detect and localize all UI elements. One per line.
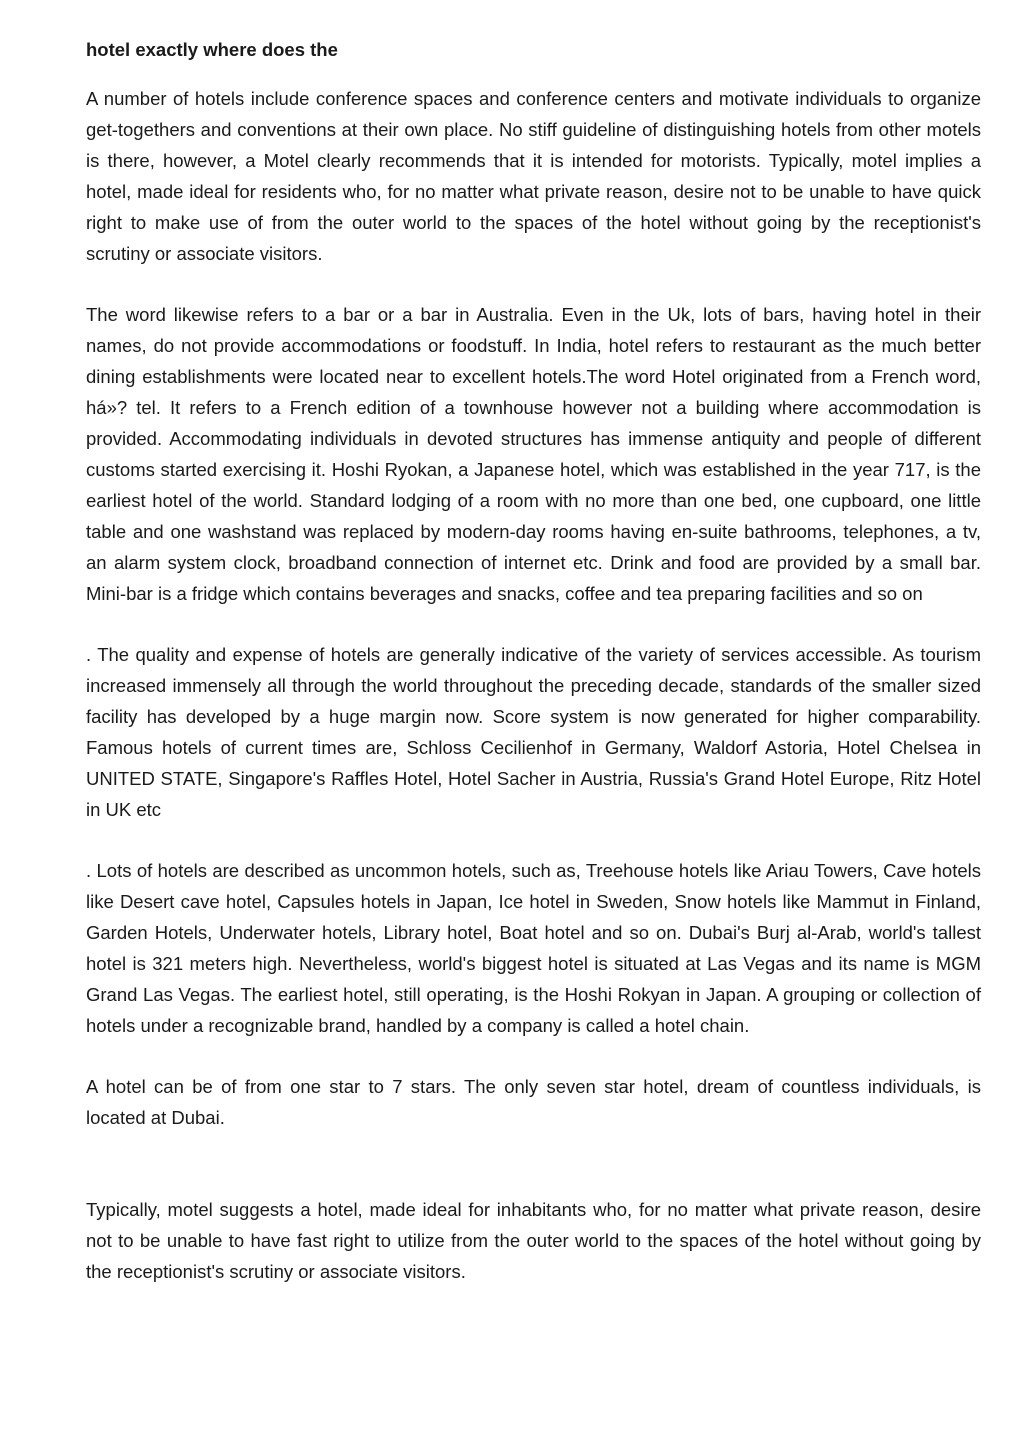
paragraph-6: Typically, motel suggests a hotel, made ideal for inhabitants who, for no matter what private reason, desire not to be unable to have fast right to utilize from the outer world to the spaces of the hotel without going by the receptionist's scrutiny or associate visitors. bbox=[86, 1199, 981, 1282]
document-title: hotel exactly where does the bbox=[86, 39, 338, 60]
paragraph-3: . The quality and expense of hotels are generally indicative of the variety of services accessible. As tourism increased immensely all through the world throughout the preceding decade, standards of the smaller sized facility has developed by a huge margin now. Score system is now generated for higher comparability. Famous hotels of current times are, Schloss Cecilienhof in Germany, Waldorf Astoria, Hotel Chelsea in UNITED STATE, Singapore's Raffles Hotel, Hotel Sacher in Austria, Russia's Grand Hotel Europe, Ritz Hotel in UK etc bbox=[86, 644, 981, 820]
document-page bbox=[86, 36, 981, 1317]
paragraph-1: A number of hotels include conference spaces and conference centers and motivate individuals to organize get-togethers and conventions at their own place. No stiff guideline of distinguishing hotels from other motels is there, however, a Motel clearly recommends that it is intended for motorists. Typically, motel implies a hotel, made ideal for residents who, for no matter what private reason, desire not to be unable to have quick right to make use of from the outer world to the spaces of the hotel without going by the receptionist's scrutiny or associate visitors. bbox=[86, 88, 981, 264]
paragraph-5: A hotel can be of from one star to 7 stars. The only seven star hotel, dream of countless individuals, is located at Dubai. bbox=[86, 1076, 981, 1128]
paragraph-4: . Lots of hotels are described as uncommon hotels, such as, Treehouse hotels like Ariau Towers, Cave hotels like Desert cave hotel, Capsules hotels in Japan, Ice hotel in Sweden, Snow hotels like Mammut in Finland, Garden Hotels, Underwater hotels, Library hotel, Boat hotel and so on. Dubai's Burj al-Arab, world's tallest hotel is 321 meters high. Nevertheless, world's biggest hotel is situated at Las Vegas and its name is MGM Grand Las Vegas. The earliest hotel, still operating, is the Hoshi Rokyan in Japan. A grouping or collection of hotels under a recognizable brand, handled by a company is called a hotel chain. bbox=[86, 860, 981, 1036]
paragraph-2: The word likewise refers to a bar or a bar in Australia. Even in the Uk, lots of bars, having hotel in their names, do not provide accommodations or foodstuff. In India, hotel refers to restaurant as the much better dining establishments were located near to excellent hotels.The word Hotel originated from a French word, há»? tel. It refers to a French edition of a townhouse however not a building where accommodation is provided. Accommodating individuals in devoted structures has immense antiquity and people of different customs started exercising it. Hoshi Ryokan, a Japanese hotel, which was established in the year 717, is the earliest hotel of the world. Standard lodging of a room with no more than one bed, one cupboard, one little table and one washstand was replaced by modern-day rooms having en-suite bathrooms, telephones, a tv, an alarm system clock, broadband connection of internet etc. Drink and food are provided by a small bar. Mini-bar is a fridge which contains beverages and snacks, coffee and tea preparing facilities and so on bbox=[86, 304, 981, 604]
